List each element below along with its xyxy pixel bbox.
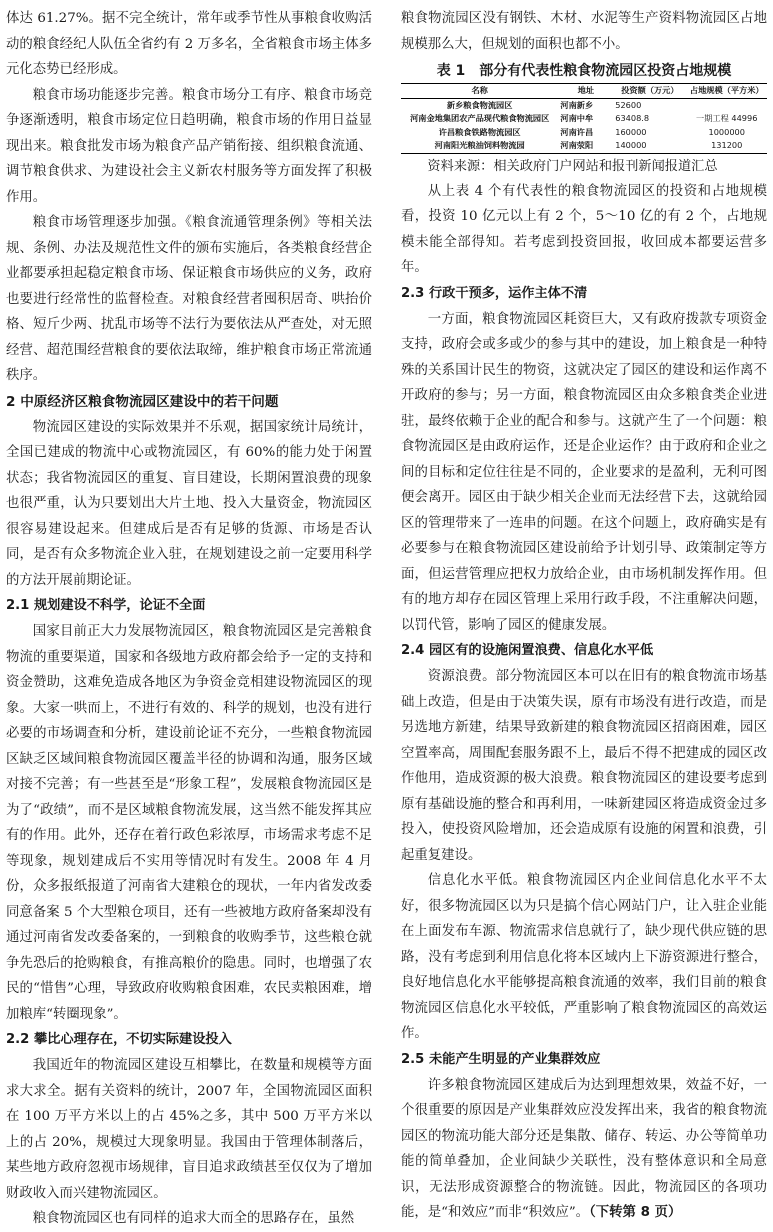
table-row: [401, 139, 767, 153]
left-column: [6, 6, 372, 1232]
paragraph: [401, 1073, 767, 1226]
table-cell: 52600: [615, 99, 642, 110]
table-cell: 河南中牟: [560, 113, 594, 123]
table-row: [401, 112, 767, 126]
table-header-row: [401, 84, 767, 99]
paragraph: 从上表 4 个有代表性的粮食物流园区的投资和占地规模看，投资 10 亿元以上有 2 个，5～10 亿的有 2 个，占地规模未能全部得知。若考虑到投资回报，收回成本都要运营多年。: [401, 183, 767, 275]
table-cell: 一期工程 44996: [696, 113, 758, 123]
table-cell: 许昌粮食铁路物流园区: [438, 126, 521, 137]
paragraph: 信息化水平低。粮食物流园区内企业间信息化水平不太好，很多物流园区以为只是搞个信心网站门户，让入驻企业能在上面发布车源、物流需求信息就行了，缺少现代供应链的思路，没有考虑到利用信息化将本区域内上下游资源进行整合，良好地信息化水平能够提高粮食流通的效率，我们目前的粮食物流园区信息化水平较低，严重影响了粮食物流园区的高效运作。: [401, 873, 767, 1041]
paragraph: 资源浪费。部分物流园区本可以在旧有的粮食物流市场基础上改造，但是由于决策失误，原有市场没有进行改造，而是另选地方新建，结果导致新建的粮食物流园区招商困难，园区空置率高，周围配套服务跟不上，最后不得不把建成的园区改作他用，造成资源的极大浪费。粮食物流园区的建设要考虑到原有基础设施的整合和再利用，一味新建园区将造成资金过多投入，使投资风险增加，还会造成原有设施的闲置和浪费，引起重复建设。: [401, 669, 767, 863]
table-header-cell: 占地规模（平方米）: [689, 85, 764, 95]
table-row: [401, 126, 767, 140]
subsection-heading: 2.2 攀比心理存在，不切实际建设投入: [6, 1032, 232, 1047]
table-row: [401, 98, 767, 112]
table-header-cell: 地址: [577, 85, 595, 95]
table-source-note: 资料来源：相关政府门户网站和报刊新闻报道汇总: [427, 158, 718, 174]
table-cell: 1000000: [708, 126, 745, 137]
investment-table: [401, 83, 767, 154]
paragraph: 粮食市场功能逐步完善。粮食市场分工有序、粮食市场竞争逐渐透明，粮食市场定位日趋明确，粮食市场的作用日益显现出来。粮食批发市场为粮食产品产销衔接、组织粮食流通、调节粮食供求、为建设社会主义新农村服务等方面发挥了积极作用。: [6, 87, 372, 205]
table-cell: 63408.8: [615, 113, 650, 123]
paragraph: 国家目前正大力发展物流园区，粮食物流园区是完善粮食物流的重要渠道，国家和各级地方政府都会给予一定的支持和资金赞助，这难免造成各地区为争资金竞相建设物流园区的现象。大家一哄而上，不进行有效的、科学的规划，也没有进行必要的市场调查和分析，建设前论证不充分，一些粮食物流园区缺乏区域间粮食物流园区覆盖半径的协调和沟通，服务区域对接不完善；有一些甚至是“形象工程”，发展粮食物流园区是为了“政绩”，而不是区域粮食物流发展，这当然不能发挥其应有的作用。此外，还存在着行政色彩浓厚，市场需求考虑不足等现象，规划建成后不实用等情况时有发生。2008 年 4 月份，众多报纸报道了河南省大建粮仓的现状，一年内省发改委同意备案 5 个大型粮仓项目，还有一些被地方政府备案却没有通过河南省发改委备案的，一到粮食的收购季节，这些粮仓就争先恐后的抢购粮食，有推高粮价的隐患。同时，也增强了农民的“惜售”心理，导致政府收购粮食困难，农民卖粮困难，增加粮库“转圈现象”。: [6, 624, 372, 1022]
continued-note: （下转第 8 页）: [589, 1205, 682, 1220]
table-cell: 131200: [711, 140, 743, 150]
paragraph: 粮食物流园区没有钢铁、木材、水泥等生产资料物流园区占地规模那么大，但规划的面积也都不小。: [401, 11, 767, 52]
table-cell: 140000: [615, 140, 647, 150]
table-cell: [686, 98, 767, 112]
table-cell: 新乡粮食物流园区: [446, 99, 513, 110]
right-column: [401, 6, 767, 1226]
table-cell: 河南阳光粮油饲料物流园: [434, 140, 525, 150]
paragraph: 一方面，粮食物流园区耗资巨大，又有政府拨款专项资金支持，政府会或多或少的参与其中的建设，加上粮食是一种特殊的关系国计民生的物资，这就决定了园区的建设和运作离不开政府的参与；另一方面，粮食物流园区由众多粮食类企业进驻，最终依赖于企业的配合和参与。这就产生了一个问题：粮食物流园区是由政府运作，还是企业运作？由于政府和企业之间的目标和定位往往是不同的，企业要求的是盈利，无利可图便会离开。园区由于缺少相关企业而无法经营下去，这就给园区的管理带来了一连串的问题。在这个问题上，政府确实是有必要参与在粮食物流园区建设前给予计划引导、政策制定等方面，但运营管理应把权力放给企业，由市场机制发挥作用。但有的地方却存在园区管理上采用行政手段，不注重解决问题，以罚代管，影响了园区的健康发展。: [401, 311, 767, 633]
subsection-heading: 2.1 规划建设不科学，论证不全面: [6, 598, 206, 613]
paragraph: 体达 61.27%。据不完全统计，常年或季节性从事粮食收购活动的粮食经纪人队伍全省约有 2 万多名，全省粮食市场主体多元化态势已经形成。: [6, 11, 372, 77]
paragraph: 粮食物流园区也有同样的追求大而全的思路存在，虽然: [32, 1211, 355, 1226]
table-header-cell: 投资额（万元）: [621, 85, 679, 95]
paragraph: 我国近年的物流园区建设互相攀比，在数量和规模等方面求大求全。据有关资料的统计，2007 年，全国物流园区面积在 100 万平方米以上的占 45%之多，其中 500 万平方米以上的占 20%，规模过大现象明显。我国由于管理体制落后，某些地方政府忽视市场规律，盲目追求政绩甚至仅仅为了增加财政收入而兴建物流园区。: [6, 1058, 372, 1201]
subsection-heading: 2.5 未能产生明显的产业集群效应: [401, 1051, 601, 1067]
paragraph: 物流园区建设的实际效果并不乐观，据国家统计局统计，全国已建成的物流中心或物流园区，有 60%的能力处于闲置状态；我省物流园区的重复、盲目建设，长期闲置浪费的现象也很严重，认为只要划出大片土地、投入大量资金，物流园区很容易建设起来。但建成后是否有足够的货源、市场是否认同，是否有众多物流企业入驻，在规划建设之前一定要用科学的方法开展前期论证。: [6, 419, 372, 588]
subsection-heading: 2.3 行政干预多，运作主体不清: [401, 285, 588, 301]
table-header-cell: 名称: [471, 85, 488, 95]
table-cell: 河南金地集团农产品现代粮食物流园区: [410, 113, 550, 123]
table-cell: 河南许昌: [560, 126, 594, 137]
subsection-heading: 2.4 园区有的设施闲置浪费、信息化水平低: [401, 643, 654, 658]
table-cell: 河南荥阳: [560, 140, 594, 150]
paragraph-text: 许多粮食物流园区建成后为达到理想效果，效益不好，一个很重要的原因是产业集群效应没发挥出来，我省的粮食物流园区的物流功能大部分还是集散、储存、转运、办公等简单功能的简单叠加，企业间缺少关联性，没有整体意识和全局意识，无法形成资源整合的物流链。因此，物流园区的各项功能，是“和效应”而非“积效应”。: [401, 1077, 767, 1220]
paragraph: 粮食市场管理逐步加强。《粮食流通管理条例》等相关法规、条例、办法及规范性文件的颁布实施后，各类粮食经营企业都要承担起稳定粮食市场、保证粮食市场供应的义务，政府也要进行经常性的监督检查。对粮食经营者囤积居奇、哄抬价格、短斤少两、扰乱市场等不法行为要依法从严查处，对无照经营、超范围经营粮食的要依法取缔，维护粮食市场正常流通秩序。: [6, 215, 372, 383]
table-cell: 160000: [615, 126, 647, 137]
section-heading: 2 中原经济区粮食物流园区建设中的若干问题: [6, 393, 279, 410]
table-title: 表 1 部分有代表性粮食物流园区投资占地规模: [436, 63, 732, 79]
table-cell: 河南新乡: [560, 99, 594, 110]
